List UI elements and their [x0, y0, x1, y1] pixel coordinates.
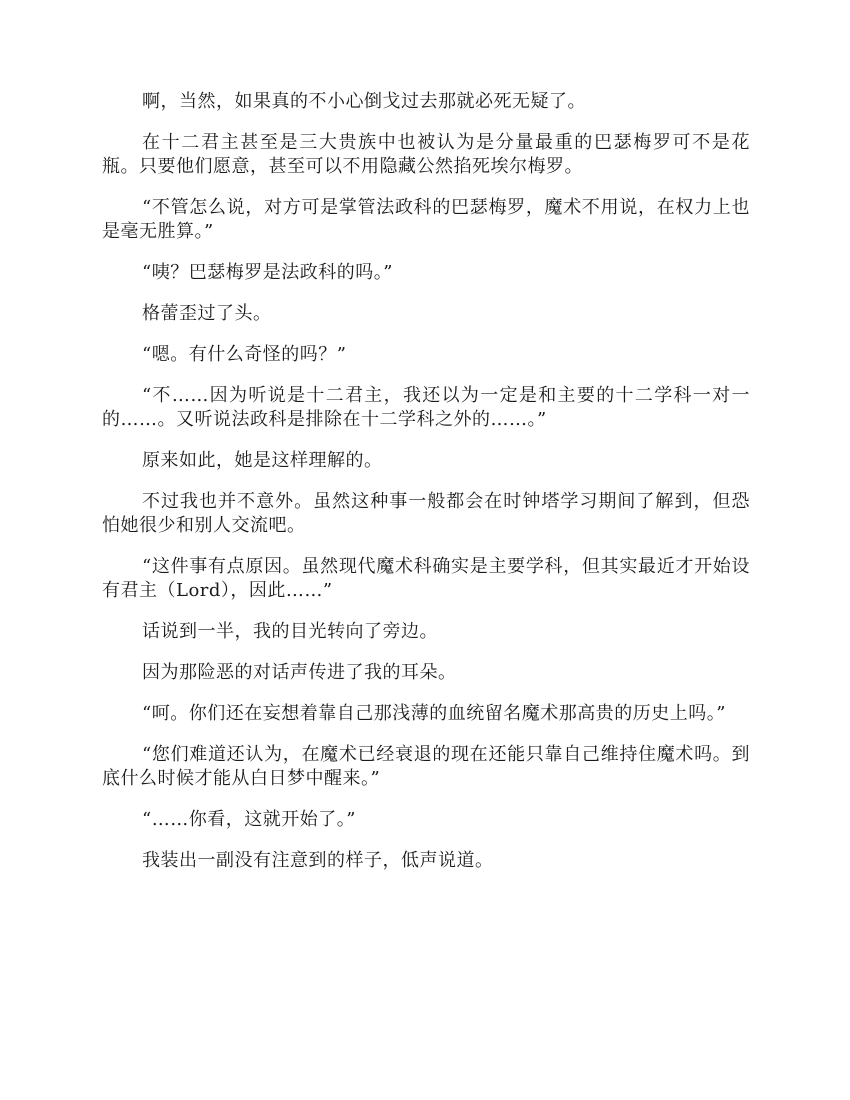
paragraph: “……你看，这就开始了。” — [142, 809, 356, 830]
paragraph: 在十二君主甚至是三大贵族中也被认为是分量最重的巴瑟梅罗可不是花瓶。只要他们愿意，甚至可以不用隐藏公然掐死埃尔梅罗。 — [102, 132, 750, 177]
paragraph: 话说到一半，我的目光转向了旁边。 — [142, 621, 438, 642]
paragraph: “咦？巴瑟梅罗是法政科的吗。” — [142, 262, 393, 283]
paragraph: 不过我也并不意外。虽然这种事一般都会在时钟塔学习期间了解到，但恐怕她很少和别人交流吧。 — [102, 491, 750, 536]
paragraph: “不管怎么说，对方可是掌管法政科的巴瑟梅罗，魔术不用说，在权力上也是毫无胜算。” — [102, 197, 750, 242]
paragraph: 因为那险恶的对话声传进了我的耳朵。 — [142, 662, 457, 683]
paragraph: “呵。你们还在妄想着靠自己那浅薄的血统留名魔术那高贵的历史上吗。” — [142, 703, 726, 724]
paragraph: “您们难道还认为，在魔术已经衰退的现在还能只靠自己维持住魔术吗。到底什么时候才能从白日梦中醒来。” — [102, 744, 750, 789]
paragraph: 我装出一副没有注意到的样子，低声说道。 — [142, 850, 494, 871]
paragraph: “不……因为听说是十二君主，我还以为一定是和主要的十二学科一对一的……。又听说法政科是排除在十二学科之外的……。” — [102, 385, 750, 430]
paragraph: 格蕾歪过了头。 — [142, 303, 272, 324]
paragraph: “这件事有点原因。虽然现代魔术科确实是主要学科，但其实最近才开始设有君主（Lord），因此……” — [102, 556, 750, 601]
document-body — [102, 90, 750, 890]
paragraph: “嗯。有什么奇怪的吗？” — [142, 344, 347, 365]
paragraph: 啊，当然，如果真的不小心倒戈过去那就必死无疑了。 — [142, 91, 586, 112]
paragraph: 原来如此，她是这样理解的。 — [142, 450, 383, 471]
